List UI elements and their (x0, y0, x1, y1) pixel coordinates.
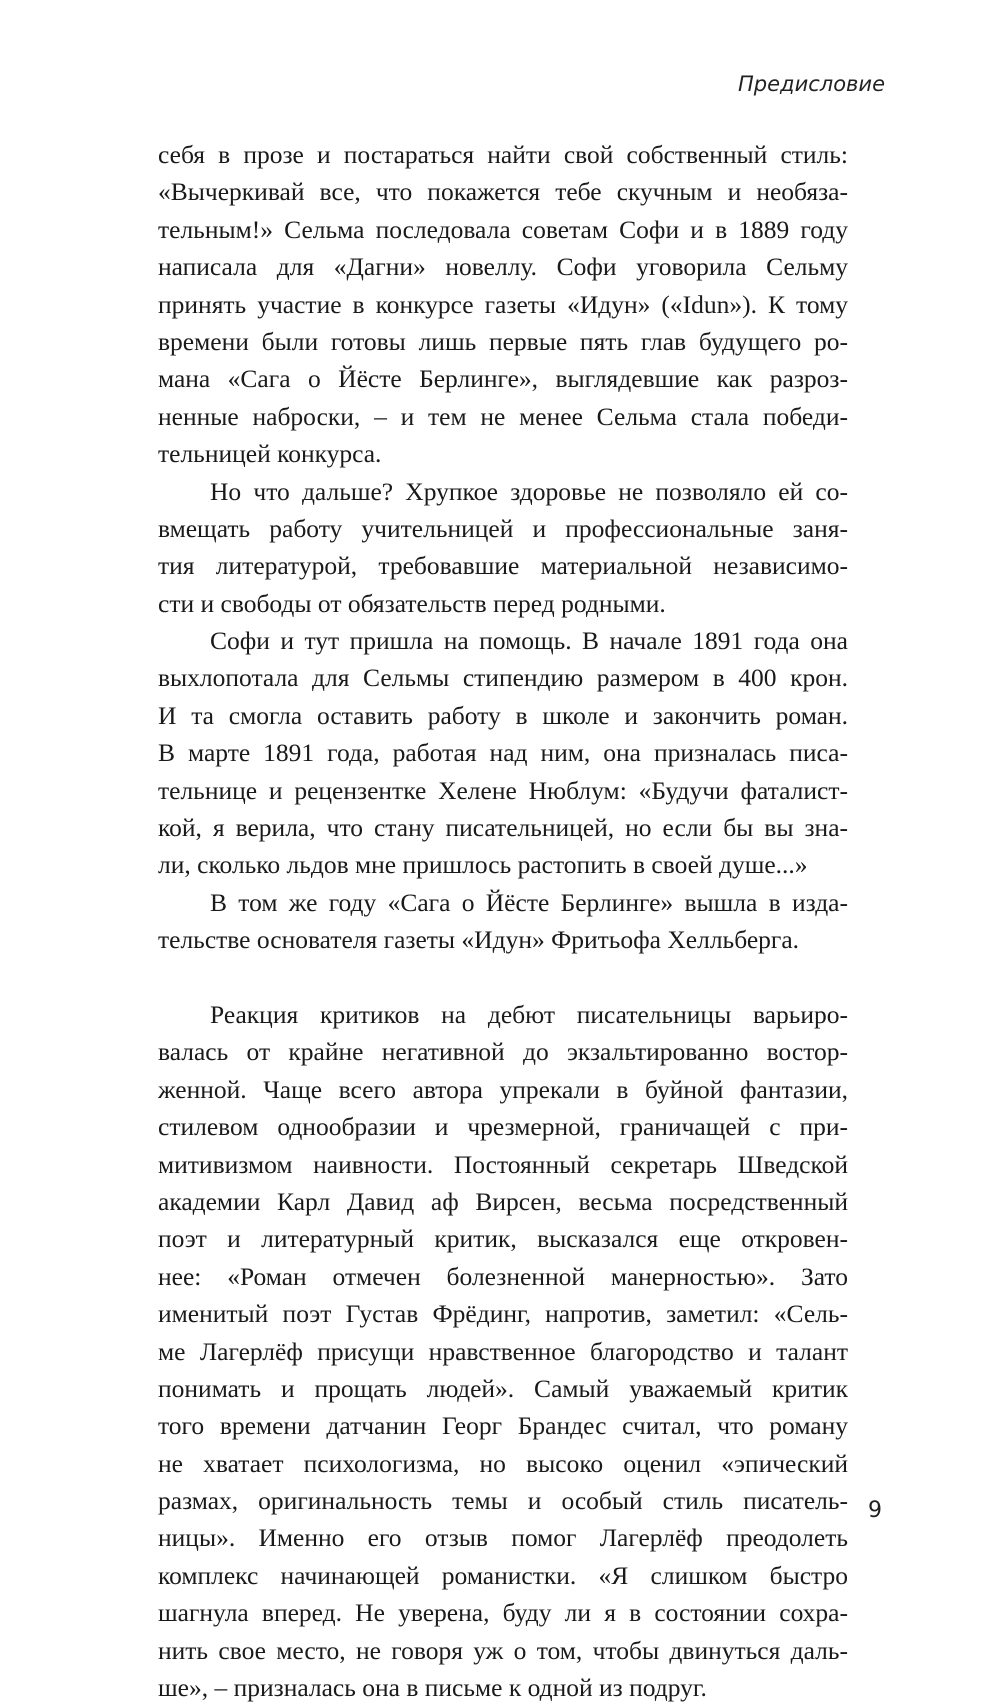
text-line: ме Лагерлёф присущи нравственное благородство и талант (158, 1336, 848, 1366)
text-line: академии Карл Давид аф Вирсен, весьма посредственный (158, 1186, 848, 1216)
text-line: Реакция критиков на дебют писательницы варьиро- (210, 999, 848, 1029)
text-line: написала для «Дагни» новеллу. Софи уговорила Сельму (158, 252, 848, 282)
text-line: «Вычеркивай все, что покажется тебе скучным и необяза- (158, 177, 848, 207)
text-line: принять участие в конкурсе газеты «Идун» («Idun»). К тому (158, 289, 848, 319)
text-line: стилевом однообразии и чрезмерной, граничащей с при- (158, 1112, 848, 1142)
text-line: выхлопотала для Сельмы стипендию размером в 400 крон. (158, 663, 848, 693)
text-line: кой, я верила, что стану писательницей, но если бы вы зна- (158, 813, 848, 843)
text-line: ли, сколько льдов мне пришлось растопить в своей душе...» (158, 850, 808, 880)
paragraph (158, 622, 848, 884)
page-number: 9 (868, 1498, 882, 1523)
text-line: себя в прозе и постараться найти свой собственный стиль: (158, 140, 848, 169)
text-line: шагнула вперед. Не уверена, буду ли я в состоянии сохра- (158, 1598, 848, 1628)
body-text (158, 136, 848, 1706)
text-line: тельным!» Сельма последовала советам Софи и в 1889 году (158, 214, 848, 244)
text-line: В марте 1891 года, работая над ним, она призналась писа- (158, 738, 848, 768)
text-line: Софи и тут пришла на помощь. В начале 1891 года она (210, 626, 848, 656)
text-line: тельстве основателя газеты «Идун» Фритьофа Хелльберга. (158, 925, 800, 955)
text-line: В том же году «Сага о Йёсте Берлинге» вышла в изда- (210, 887, 848, 917)
paragraph (158, 884, 848, 959)
text-line: того времени датчанин Георг Брандес считал, что роману (158, 1411, 848, 1441)
paragraph (158, 996, 848, 1706)
text-line: времени были готовы лишь первые пять глав будущего ро- (158, 326, 848, 356)
text-line: тельнице и рецензентке Хелене Нюблум: «Будучи фаталист- (158, 775, 848, 805)
text-line: валась от крайне негативной до экзальтированно востор- (158, 1037, 848, 1067)
text-line: ше», – призналась она в письме к одной из подруг. (158, 1673, 707, 1703)
text-line: ненные наброски, – и тем не менее Сельма стала победи- (158, 401, 848, 431)
text-line: именитый поэт Густав Фрёдинг, напротив, заметил: «Сель- (158, 1299, 848, 1329)
text-line: ницы». Именно его отзыв помог Лагерлёф преодолеть (158, 1523, 848, 1553)
text-line: вмещать работу учительницей и профессиональные заня- (158, 513, 848, 543)
text-line: Но что дальше? Хрупкое здоровье не позволяло ей со- (210, 476, 848, 506)
running-header: Предисловие (738, 72, 885, 96)
text-line: женной. Чаще всего автора упрекали в буйной фантазии, (158, 1074, 848, 1104)
text-line: не хватает психологизма, но высоко оценил «эпический (158, 1448, 848, 1478)
text-line: тия литературой, требовавшие материальной независимо- (158, 551, 848, 581)
text-line: нее: «Роман отмечен болезненной манерностью». Зато (158, 1261, 848, 1291)
paragraph (158, 473, 848, 623)
section-break (158, 959, 848, 996)
text-line: мана «Сага о Йёсте Берлинге», выглядевшие как разроз- (158, 364, 848, 394)
text-line: тельницей конкурса. (158, 439, 382, 469)
text-line: нить свое место, не говоря уж о том, чтобы двинуться даль- (158, 1635, 848, 1665)
text-line: понимать и прощать людей». Самый уважаемый критик (158, 1373, 848, 1403)
text-line: сти и свободы от обязательств перед родными. (158, 588, 666, 618)
paragraph (158, 136, 848, 473)
text-line: митивизмом наивности. Постоянный секретарь Шведской (158, 1149, 848, 1179)
text-line: комплекс начинающей романистки. «Я слишком быстро (158, 1560, 848, 1590)
text-line: И та смогла оставить работу в школе и закончить роман. (158, 700, 848, 730)
text-line: размах, оригинальность темы и особый стиль писатель- (158, 1486, 848, 1516)
text-line: поэт и литературный критик, высказался еще откровен- (158, 1224, 848, 1254)
